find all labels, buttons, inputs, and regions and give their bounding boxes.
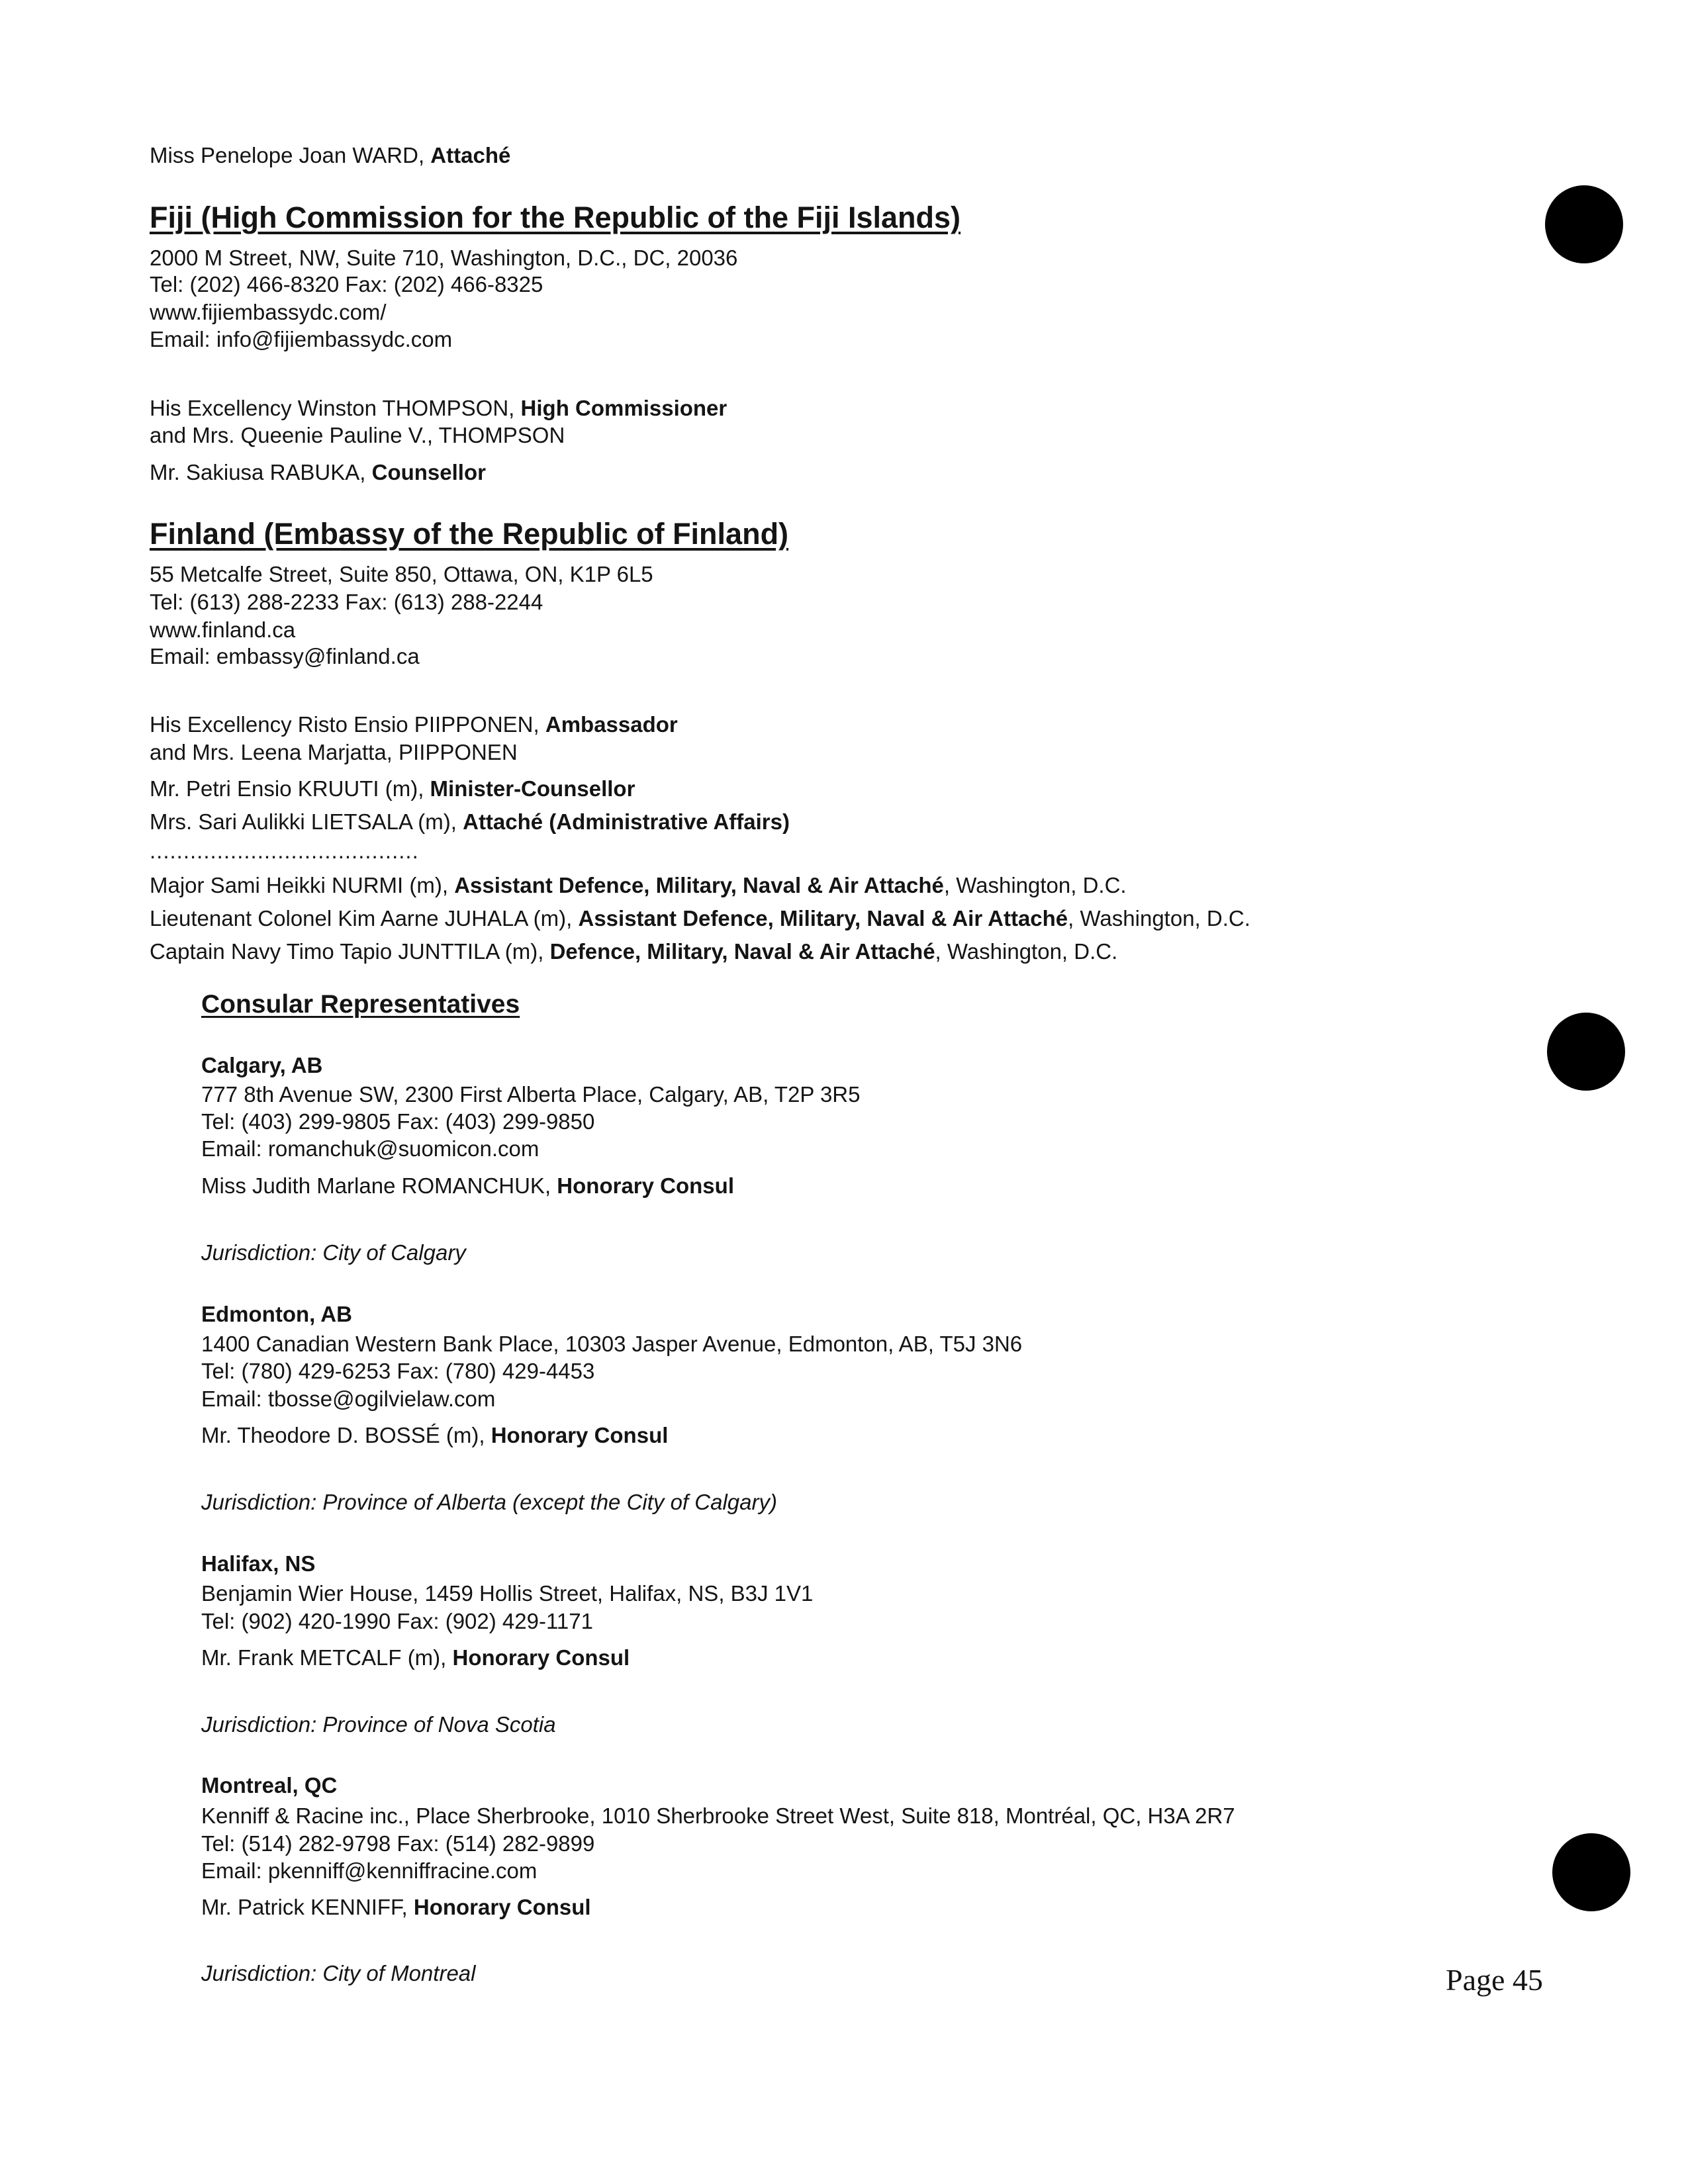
finland-person bbox=[150, 711, 678, 738]
location-suffix: , Washington, D.C. bbox=[943, 873, 1127, 897]
binder-hole-bottom bbox=[1552, 1833, 1630, 1911]
person-title: Honorary Consul bbox=[413, 1895, 591, 1919]
person-name: Lieutenant Colonel Kim Aarne JUHALA (m), bbox=[150, 906, 573, 931]
person-name: Miss Penelope Joan WARD, bbox=[150, 143, 425, 167]
person-name: Mr. Petri Ensio KRUUTI (m), bbox=[150, 776, 424, 801]
fiji-website: www.fijiembassydc.com/ bbox=[150, 300, 387, 324]
office-line: Benjamin Wier House, 1459 Hollis Street, Halifax, NS, B3J 1V1 bbox=[201, 1581, 814, 1606]
office-line: Email: romanchuk@suomicon.com bbox=[201, 1136, 539, 1161]
person-title: Defence, Military, Naval & Air Attaché bbox=[549, 939, 935, 964]
location-suffix: , Washington, D.C. bbox=[1068, 906, 1250, 931]
office-line: 777 8th Avenue SW, 2300 First Alberta Place, Calgary, AB, T2P 3R5 bbox=[201, 1082, 861, 1107]
office-contact bbox=[201, 1422, 668, 1449]
person-title: Assistant Defence, Military, Naval & Air Attaché bbox=[454, 873, 944, 897]
finland-email: Email: embassy@finland.ca bbox=[150, 644, 420, 668]
office-line: Email: tbosse@ogilvielaw.com bbox=[201, 1387, 496, 1411]
person-title: Ambassador bbox=[545, 712, 678, 737]
attache-line bbox=[150, 872, 1127, 899]
person-title: Counsellor bbox=[371, 460, 486, 484]
fiji-phone: Tel: (202) 466-8320 Fax: (202) 466-8325 bbox=[150, 272, 543, 296]
office-jurisdiction: Jurisdiction: Province of Nova Scotia bbox=[201, 1712, 556, 1737]
office-city: Edmonton, AB bbox=[201, 1302, 352, 1326]
person-name: Major Sami Heikki NURMI (m), bbox=[150, 873, 449, 897]
intro-line bbox=[150, 142, 510, 169]
person-name: Captain Navy Timo Tapio JUNTTILA (m), bbox=[150, 939, 544, 964]
fiji-email: Email: info@fijiembassydc.com bbox=[150, 327, 453, 351]
person-title: Honorary Consul bbox=[491, 1423, 669, 1447]
person-title: Assistant Defence, Military, Naval & Air Attaché bbox=[578, 906, 1068, 931]
finland-address: 55 Metcalfe Street, Suite 850, Ottawa, ON, K1P 6L5 bbox=[150, 562, 653, 586]
office-line: Kenniff & Racine inc., Place Sherbrooke, 1010 Sherbrooke Street West, Suite 818, Montréal, QC, H3A 2R7 bbox=[201, 1803, 1235, 1828]
person-name: Miss Judith Marlane ROMANCHUK, bbox=[201, 1173, 551, 1198]
person-name: Mr. Sakiusa RABUKA, bbox=[150, 460, 366, 484]
fiji-address: 2000 M Street, NW, Suite 710, Washington, D.C., DC, 20036 bbox=[150, 246, 738, 270]
person-name: Mrs. Sari Aulikki LIETSALA (m), bbox=[150, 809, 457, 834]
office-line: Tel: (514) 282-9798 Fax: (514) 282-9899 bbox=[201, 1831, 595, 1856]
office-line: Tel: (780) 429-6253 Fax: (780) 429-4453 bbox=[201, 1359, 595, 1383]
person-title: Attaché (Administrative Affairs) bbox=[463, 809, 790, 834]
person-title: High Commissioner bbox=[520, 396, 727, 420]
person-title: Honorary Consul bbox=[557, 1173, 734, 1198]
office-jurisdiction: Jurisdiction: City of Montreal bbox=[201, 1961, 476, 1985]
person-name: His Excellency Risto Ensio PIIPPONEN, bbox=[150, 712, 539, 737]
finland-heading: Finland (Embassy of the Republic of Finland) bbox=[150, 517, 789, 551]
office-line: Tel: (902) 420-1990 Fax: (902) 429-1171 bbox=[201, 1609, 593, 1633]
office-line: Tel: (403) 299-9805 Fax: (403) 299-9850 bbox=[201, 1109, 595, 1134]
separator-dots: ........................................ bbox=[150, 839, 419, 863]
fiji-person bbox=[150, 459, 486, 486]
person-title: Minister-Counsellor bbox=[430, 776, 635, 801]
office-contact bbox=[201, 1645, 630, 1671]
finland-website: www.finland.ca bbox=[150, 617, 296, 642]
office-jurisdiction: Jurisdiction: Province of Alberta (except the City of Calgary) bbox=[201, 1490, 777, 1514]
office-contact bbox=[201, 1173, 734, 1199]
person-title: Attaché bbox=[430, 143, 511, 167]
fiji-heading: Fiji (High Commission for the Republic of the Fiji Islands) bbox=[150, 201, 961, 234]
finland-person bbox=[150, 776, 635, 802]
location-suffix: , Washington, D.C. bbox=[935, 939, 1118, 964]
person-title: Honorary Consul bbox=[452, 1645, 630, 1670]
attache-line bbox=[150, 905, 1250, 932]
office-line: 1400 Canadian Western Bank Place, 10303 Jasper Avenue, Edmonton, AB, T5J 3N6 bbox=[201, 1332, 1023, 1356]
person-name: Mr. Frank METCALF (m), bbox=[201, 1645, 447, 1670]
binder-hole-top bbox=[1545, 185, 1623, 263]
office-jurisdiction: Jurisdiction: City of Calgary bbox=[201, 1240, 466, 1265]
office-city: Halifax, NS bbox=[201, 1551, 316, 1576]
office-city: Calgary, AB bbox=[201, 1053, 323, 1077]
person-name: and Mrs. Leena Marjatta, PIIPPONEN bbox=[150, 740, 518, 764]
consular-heading: Consular Representatives bbox=[201, 990, 520, 1019]
binder-hole-middle bbox=[1547, 1013, 1625, 1091]
attache-line bbox=[150, 938, 1117, 965]
person-name: His Excellency Winston THOMPSON, bbox=[150, 396, 515, 420]
fiji-person bbox=[150, 395, 727, 422]
finland-person bbox=[150, 809, 790, 835]
fiji-person bbox=[150, 422, 565, 449]
page-number: Page 45 bbox=[1446, 1963, 1543, 1997]
person-name: Mr. Theodore D. BOSSÉ (m), bbox=[201, 1423, 485, 1447]
finland-phone: Tel: (613) 288-2233 Fax: (613) 288-2244 bbox=[150, 590, 543, 614]
finland-person bbox=[150, 739, 518, 766]
office-city: Montreal, QC bbox=[201, 1773, 338, 1797]
office-contact bbox=[201, 1894, 591, 1921]
person-name: Mr. Patrick KENNIFF, bbox=[201, 1895, 408, 1919]
person-name: and Mrs. Queenie Pauline V., THOMPSON bbox=[150, 423, 565, 447]
office-line: Email: pkenniff@kenniffracine.com bbox=[201, 1858, 538, 1883]
